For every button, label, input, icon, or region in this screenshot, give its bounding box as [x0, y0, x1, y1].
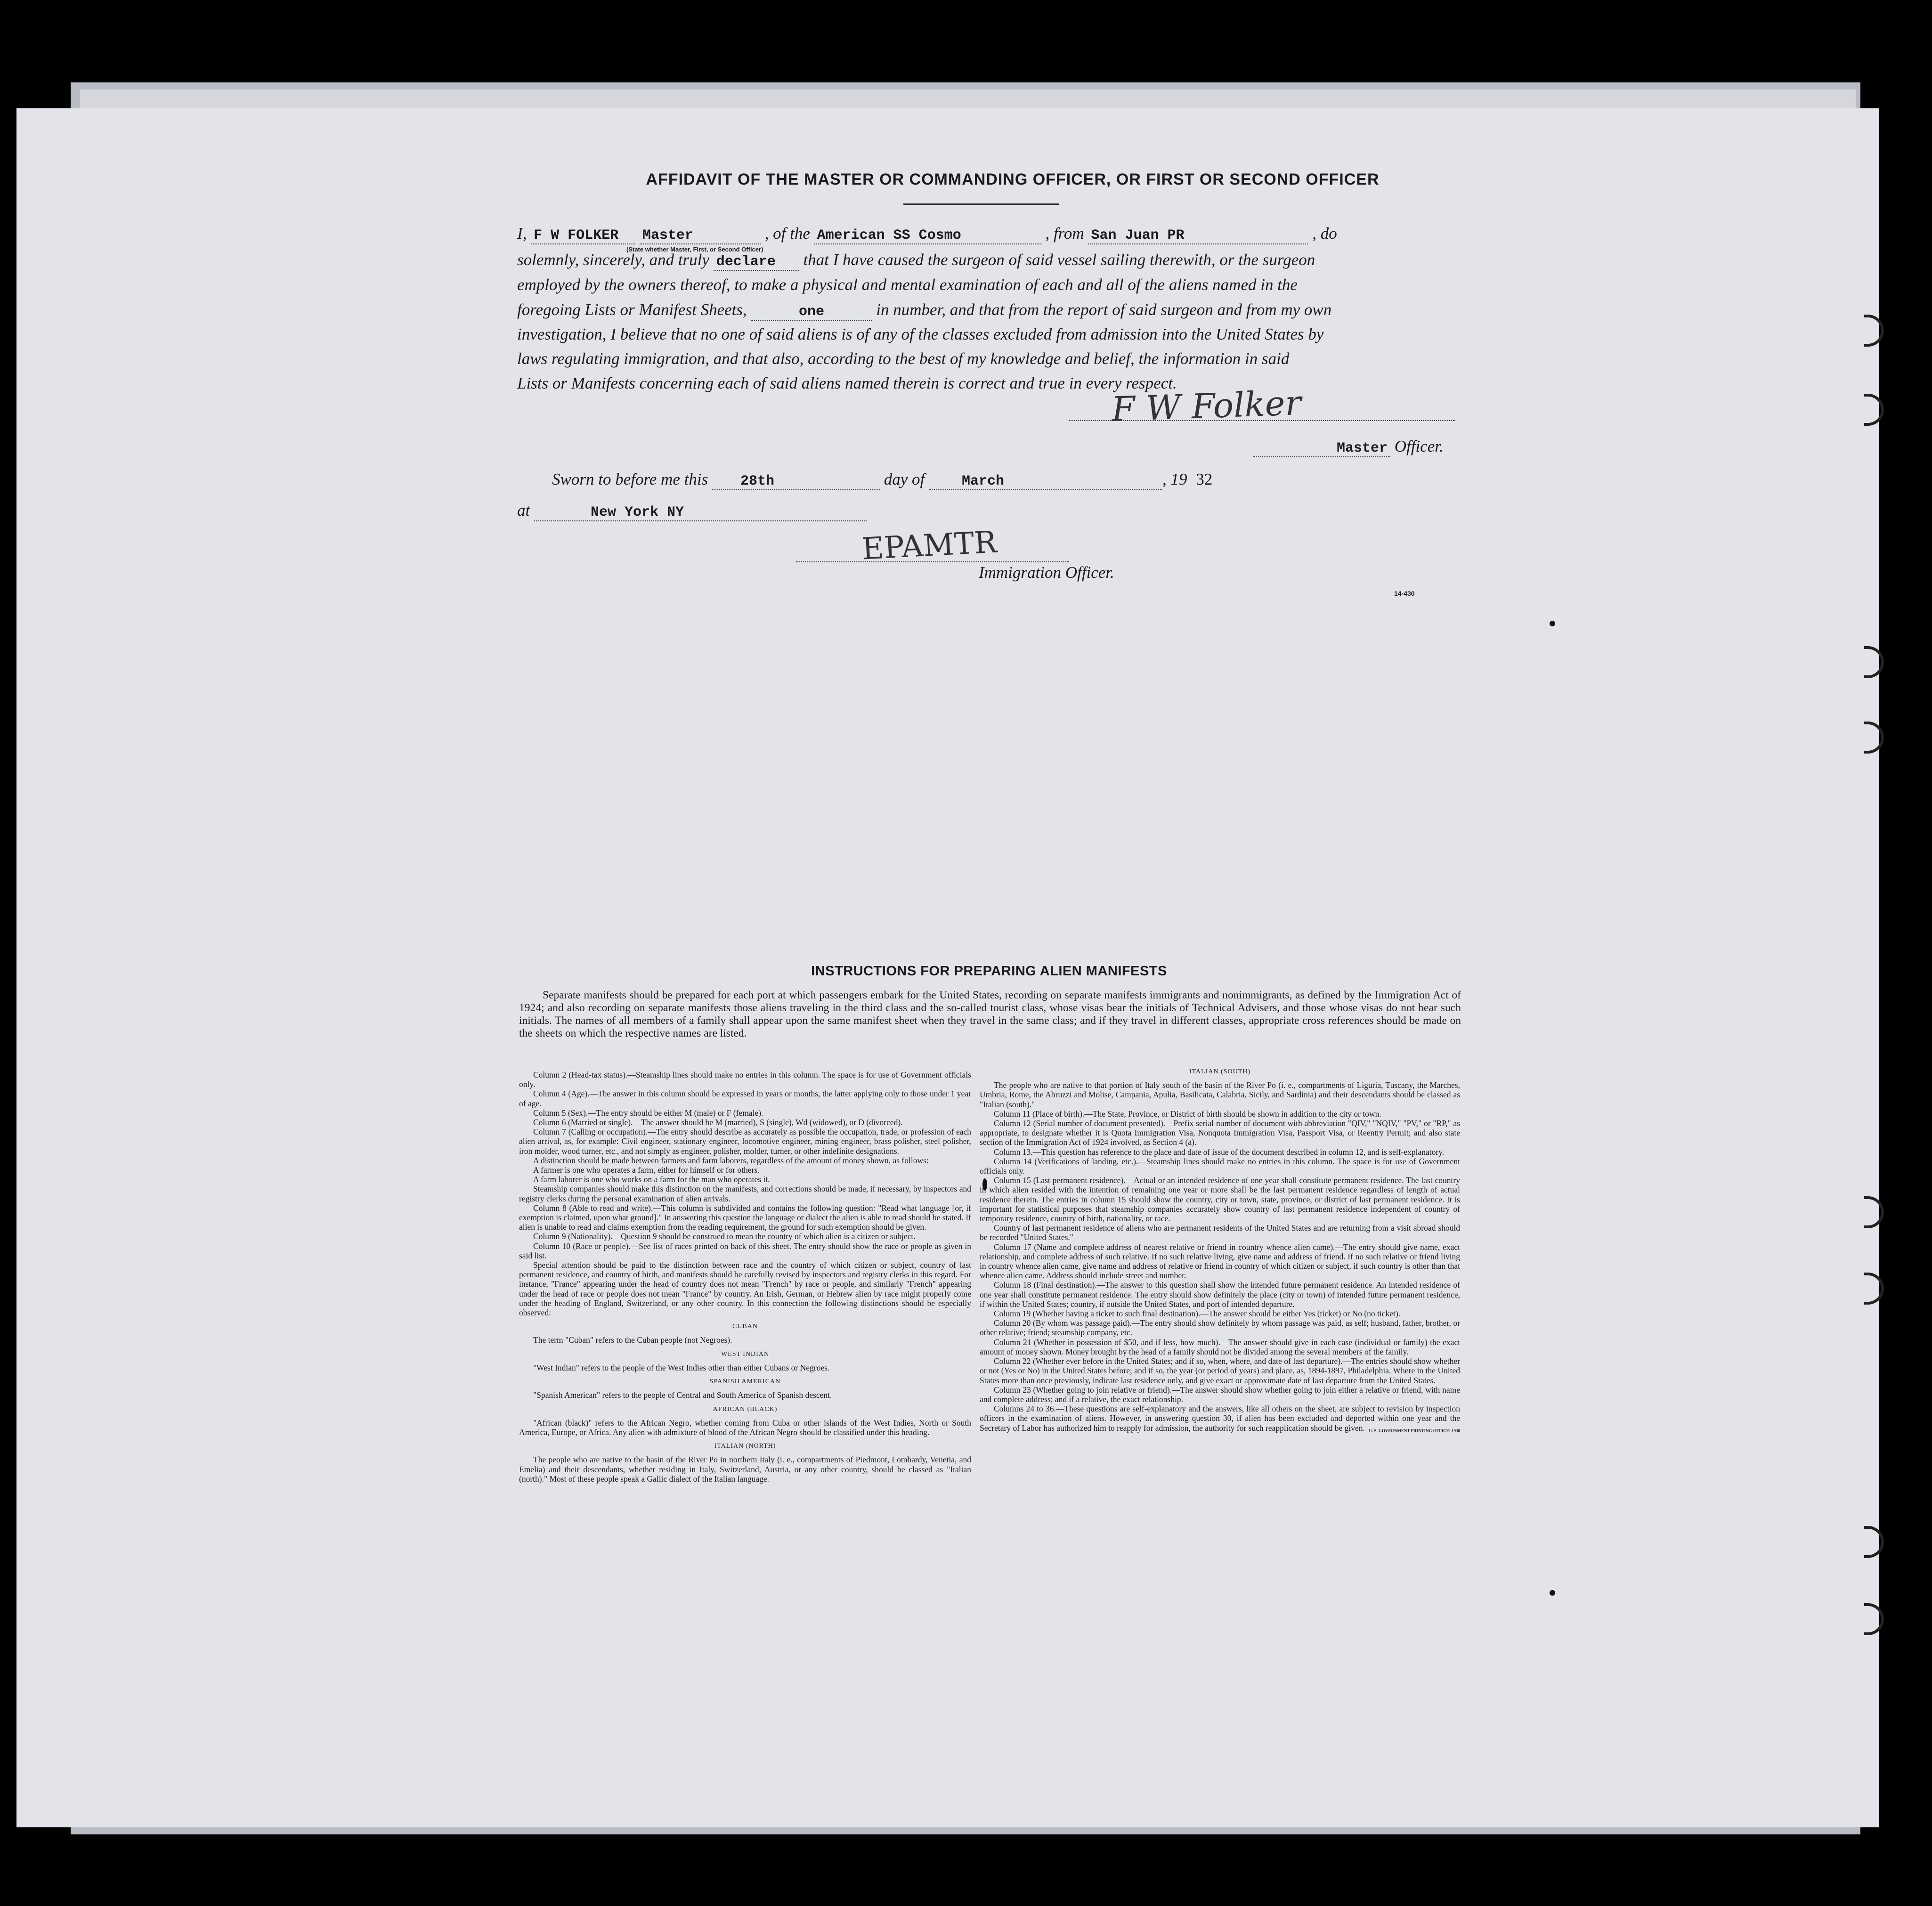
instruction-paragraph: Column 18 (Final destination).—The answer to this question shall show the intended future permanent residence. An intended residence of one year shall constitute permanent residence. The entry should show definitely the place (city or town) of intended future permanent residence, if within the United States; country, if outside the United States, and port of intended departure.	[980, 1280, 1460, 1309]
italian-south-heading: ITALIAN (SOUTH)	[1189, 1068, 1251, 1075]
instruction-paragraph: Special attention should be paid to the distinction between race and the country of which citizen or subject, country of last permanent residence, and country of birth, and manifests should be carefully revised by inspectors and registry clerks in this regard. For instance, "France" appearing under the head of country does not mean "French" by race or people, and similarly "French" appearing under the head of race or people does not mean "France" by country. An Irish, German, or Hebrew alien by race might properly come under the heading of England, Switzerland, or any other country. In this connection the following distinctions should be especially observed:	[519, 1260, 971, 1318]
west-indian-heading: WEST INDIAN	[721, 1350, 770, 1358]
instruction-paragraph: Steamship companies should make this distinction on the manifests, and corrections should be made, if necessary, by inspectors and registry clerks during the personal examination of alien arrivals.	[519, 1184, 971, 1203]
affidavit-line-6: laws regulating immigration, and that also, according to the best of my knowledge and belief, the information in said	[517, 349, 1290, 368]
day-of-label: day of	[884, 470, 925, 488]
affidavit-line-2	[517, 251, 1315, 271]
binder-hole	[1864, 394, 1884, 426]
title-rule	[903, 203, 1059, 205]
year-suffix: 32	[1196, 470, 1213, 488]
affidavit-line-3: employed by the owners thereof, to make a physical and mental examination of each and all of the aliens named in the	[517, 276, 1298, 294]
instruction-paragraph: Column 19 (Whether having a ticket to such final destination).—The answer should be either Yes (ticket) or No (no ticket).	[994, 1309, 1401, 1319]
african-heading: AFRICAN (BLACK)	[713, 1405, 778, 1413]
binder-hole	[1864, 1196, 1884, 1228]
pre-name: I,	[517, 224, 527, 243]
year-prefix: , 19	[1162, 470, 1187, 488]
sworn-month: March	[929, 473, 1162, 490]
affidavit-line-1	[517, 224, 1337, 244]
binder-hole	[1864, 1526, 1884, 1558]
binder-hole	[1864, 722, 1884, 754]
immigration-signature-line	[796, 561, 1069, 562]
signature-line	[1069, 420, 1455, 421]
affidavit-title: AFFIDAVIT OF THE MASTER OR COMMANDING OFFICER, OR FIRST OR SECOND OFFICER	[646, 170, 1380, 188]
rank-note: (State whether Master, First, or Second Officer)	[626, 246, 763, 253]
sworn-line	[552, 470, 1212, 490]
master-signature: F W Folker	[1111, 382, 1302, 430]
form-number: 14-430	[1394, 590, 1415, 597]
instruction-paragraph: Column 4 (Age).—The answer in this column should be expressed in years or months, the latter applying only to those under 1 year of age.	[519, 1089, 971, 1108]
affidavit-line-7: Lists or Manifests concerning each of said aliens named therein is correct and true in every respect.	[517, 374, 1177, 392]
instruction-paragraph: Column 15 (Last permanent residence).—Actual or an intended residence of one year shall constitute permanent residence. The last country in which alien resided with the intention of remaining one year or more shall be the last permanent residence regardless of length of actual residence therein. The entries in column 15 should show the country, city or town, state, province, or district of last permanent residence. It is important for statistical purposes that steamship companies accurately show country of last permanent residence independent of country of temporary residence, country of birth, nationality, or race.	[980, 1176, 1460, 1224]
sworn-location: New York NY	[534, 504, 867, 521]
instruction-paragraph: Columns 24 to 36.—These questions are self-explanatory and the answers, like all others on the sheet, are subject to revision by inspection officers in the examination of aliens. However, in answering question 30, if alien has been excluded and deported within one year and the Secretary of Labor has authorized him to reapply for admission, the authority for such reapplication should be given.	[980, 1404, 1460, 1433]
instructions-intro: Separate manifests should be prepared for each port at which passengers embark for the United States, recording on separate manifests immigrants and nonimmigrants, as defined by the Immigration Act of 1924; and also recording on separate manifests those aliens traveling in the third class and the so-called tourist class, whose visas bear the initials of Technical Advisers, and those whose visas do not bear such initials. The names of all members of a family shall appear upon the same manifest sheet when they travel in the same class; and if they travel in different classes, appropriate cross references should be made on the sheets on which the respective names are listed.	[519, 989, 1461, 1039]
ink-speck	[1550, 621, 1555, 626]
instruction-paragraph: Column 7 (Calling or occupation).—The entry should describe as accurately as possible the occupation, trade, or profession of each alien arrival, as, for example: Civil engineer, stationary engineer, locomotive engineer, mining engineer, brass polisher, steel polisher, iron molder, wood turner, etc., and not simply as engineer, polisher, molder, turner, or other indefinite designations.	[519, 1127, 971, 1156]
sworn-label: Sworn to before me this	[552, 470, 708, 488]
cuban-text: The term "Cuban" refers to the Cuban people (not Negroes).	[533, 1335, 732, 1345]
instruction-paragraph: Column 22 (Whether ever before in the United States; and if so, when, where, and date of last departure).—The entries should show whether or not (Yes or No) in the United States before; and if so, the year (or period of years) and place, as, 1894-1897, Philadelphia. Where in the United States more than once previously, indicate last residence only, and give exact or approximate date of last departure from the United States.	[980, 1356, 1460, 1385]
instructions-title: INSTRUCTIONS FOR PREPARING ALIEN MANIFESTS	[811, 964, 1167, 979]
officer-rank-field: Master	[1253, 440, 1390, 457]
officer-rank: Master	[640, 227, 761, 244]
immigration-signature: EPAMTR	[861, 525, 998, 567]
ink-speck	[1550, 1590, 1555, 1596]
vessel-name: American SS Cosmo	[814, 227, 1041, 244]
binder-hole	[1864, 1603, 1884, 1635]
location-line	[517, 501, 867, 521]
of-the-label: , of the	[764, 224, 810, 243]
instruction-paragraph: A farm laborer is one who works on a farm for the man who operates it.	[533, 1175, 770, 1184]
do-label: , do	[1312, 224, 1337, 243]
instruction-paragraph: Column 12 (Serial number of document presented).—Prefix serial number of document with abbreviation "QIV," "NQIV," "PV," or "RP," as appropriate, to designate whether it is Quota Immigration Visa, Nonquota Immigration Visa, Passport Visa, or Reentry Permit; and also state section of the Immigration Act of 1924 involved, as Section 4 (a).	[980, 1119, 1460, 1147]
spanish-american-text: "Spanish American" refers to the people of Central and South America of Spanish descent.	[533, 1390, 832, 1400]
cuban-heading: CUBAN	[732, 1323, 758, 1330]
printing-office-imprint: U. S. GOVERNMENT PRINTING OFFICE: 1930	[1369, 1428, 1460, 1433]
instruction-paragraph: Column 17 (Name and complete address of nearest relative or friend in country whence alien came).—The entry should give name, exact relationship, and complete address of such relative. If no such relative living, give name and address of friend. If no such relative or friend living in country whence alien came, give name and address of relative or friend in country of which citizen or subject, if such country is other than that whence alien came. Address should include street and number.	[980, 1242, 1460, 1281]
instruction-paragraph: Column 21 (Whether in possession of $50, and if less, how much).—The answer should give in each case (individual or family) the exact amount of money shown. Money brought by the head of a family should not be divided among the several members of the family.	[980, 1337, 1460, 1356]
instruction-paragraph: Column 20 (By whom was passage paid).—The entry should show definitely by whom passage was paid, as self; husband, father, brother, or other relative; friend; steamship company, etc.	[980, 1318, 1460, 1338]
at-label: at	[517, 501, 530, 519]
binder-hole	[1864, 1273, 1884, 1305]
line2-text-a: solemnly, sincerely, and truly	[517, 251, 709, 269]
binder-hole	[1864, 315, 1884, 347]
instruction-paragraph: Column 8 (Able to read and write).—This column is subdivided and contains the following question: "Read what language [or, if exemption is claimed, upon what ground]." In answering this question the language or dialect the alien is able to read should be stated. If alien is unable to read and claims exemption from the reading requirement, the ground for such exemption should be given.	[519, 1203, 971, 1232]
instruction-paragraph: Country of last permanent residence of aliens who are permanent residents of the United States and are returning from a visit abroad should be recorded "United States."	[980, 1223, 1460, 1242]
line4-text-b: in number, and that from the report of said surgeon and from my own	[876, 300, 1332, 319]
instruction-paragraph: Column 23 (Whether going to join relative or friend).—The answer should show whether going to join either a relative or friend, with name and complete address; and if a relative, the exact relationship.	[980, 1385, 1460, 1404]
binder-hole	[1864, 646, 1884, 678]
sworn-day: 28th	[712, 473, 880, 490]
west-indian-text: "West Indian" refers to the people of the West Indies other than either Cubans or Negroes.	[533, 1363, 830, 1372]
instruction-paragraph: A distinction should be made between farmers and farm laborers, regardless of the amount of money shown, as follows:	[533, 1155, 929, 1165]
instruction-paragraph: Column 6 (Married or single).—The answer should be M (married), S (single), Wd (widowed), or D (divorced).	[533, 1118, 903, 1127]
instruction-paragraph: Column 14 (Verifications of landing, etc.).—Steamship lines should make no entries in this column. The space is for use of Government officials only.	[980, 1156, 1460, 1176]
affidavit-line-5: investigation, I believe that no one of said aliens is of any of the classes excluded from admission into the United States by	[517, 325, 1324, 343]
instruction-paragraph: A farmer is one who operates a farm, either for himself or for others.	[533, 1165, 760, 1175]
from-label: , from	[1045, 224, 1084, 243]
instruction-paragraph: Column 9 (Nationality).—Question 9 should be construed to mean the country of which alien is a citizen or subject.	[533, 1232, 916, 1241]
instruction-paragraph: The people who are native to that portion of Italy south of the basin of the River Po (i. e., compartments of Liguria, Tuscany, the Marches, Umbria, Rome, the Abruzzi and Molise, Campania, Apulia, Basilicata, Calabria, Sicily, and Sardinia) and their descendants should be classed as "Italian (south)."	[980, 1080, 1460, 1109]
departure-port: San Juan PR	[1088, 227, 1308, 244]
instruction-paragraph: Column 2 (Head-tax status).—Steamship lines should make no entries in this column. The space is for use of Government officials only.	[519, 1070, 971, 1089]
officer-line	[1253, 437, 1444, 457]
instruction-paragraph: Column 13.—This question has reference to the place and date of issue of the document described in column 12, and is self-explanatory.	[994, 1147, 1445, 1157]
african-text: "African (black)" refers to the African Negro, whether coming from Cuba or other islands of the West Indies, North or South America, Europe, or Africa. Any alien with admixture of blood of the African Negro should be classified under this heading.	[519, 1418, 971, 1437]
officer-label: Officer.	[1394, 437, 1444, 455]
master-name: F W FOLKER	[531, 227, 635, 244]
instruction-paragraph: Column 5 (Sex).—The entry should be either M (male) or F (female).	[533, 1108, 763, 1118]
instruction-paragraph: Column 10 (Race or people).—See list of races printed on back of this sheet. The entry should show the race or people as given in said list.	[519, 1241, 971, 1260]
line4-text-a: foregoing Lists or Manifest Sheets,	[517, 300, 747, 319]
declare-field: declare	[714, 254, 799, 271]
affidavit-line-4	[517, 300, 1331, 321]
instructions-right-column	[980, 1067, 1460, 1436]
instructions-left-column	[519, 1070, 971, 1484]
italian-north-text: The people who are native to the basin of the River Po in northern Italy (i. e., compartments of Piedmont, Lombardy, Venetia, and Emelia) and their descendants, whether residing in Italy, Switzerland, Austria, or any other country, should be classed as "Italian (north)." Most of these people speak a Gallic dialect of the Italian language.	[519, 1455, 971, 1484]
count-field: one	[751, 304, 872, 321]
line2-text-b: that I have caused the surgeon of said vessel sailing therewith, or the surgeon	[803, 251, 1315, 269]
spanish-american-heading: SPANISH AMERICAN	[709, 1378, 781, 1386]
immigration-officer-label: Immigration Officer.	[979, 563, 1114, 582]
instruction-paragraph: Column 11 (Place of birth).—The State, Province, or District of birth should be shown in addition to the city or town.	[994, 1109, 1381, 1119]
italian-north-heading: ITALIAN (NORTH)	[714, 1443, 776, 1450]
